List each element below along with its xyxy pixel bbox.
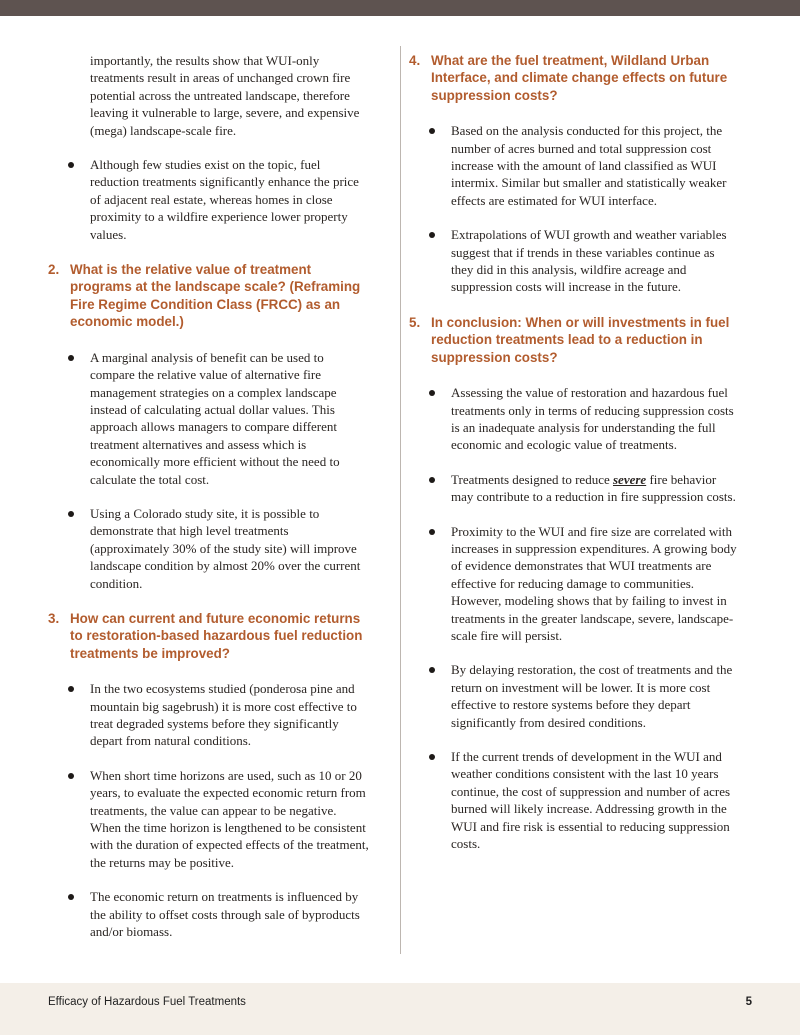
list-item: Although few studies exist on the topic, fuel reduction treatments significantly enhance the price of adjacent real estate, whereas homes in close proximity to a wildfire experience lower property values.: [48, 156, 370, 243]
question-5-heading: 5. In conclusion: When or will investments in fuel reduction treatments lead to a reduction in suppression costs?: [409, 314, 730, 365]
bullet-icon: [429, 390, 435, 396]
list-item: A marginal analysis of benefit can be used to compare the relative value of alternative fire management strategies on a complex landscape instead of calculating actual dollar values. This approach allows managers to compare different treatment alternatives and assess which is economically more efficient without the need to calculate the total cost.: [48, 349, 370, 488]
list-item: Based on the analysis conducted for this project, the number of acres burned and total suppression cost increase with the amount of land classified as WUI intermix. Similar but smaller and statistically weaker effects are estimated for WUI interface.: [409, 122, 739, 209]
bullet-icon: [68, 686, 74, 692]
bullet-icon: [68, 162, 74, 168]
bullet-icon: [429, 667, 435, 673]
footer-title: Efficacy of Hazardous Fuel Treatments: [48, 996, 246, 1008]
left-column: [48, 52, 370, 940]
bullet-icon: [429, 128, 435, 134]
list-item: Using a Colorado study site, it is possible to demonstrate that high level treatments (approximately 30% of the study site) will improve landscape condition by almost 20% over the current condition.: [48, 505, 370, 592]
bullet-icon: [68, 773, 74, 779]
question-4-heading: 4. What are the fuel treatment, Wildland Urban Interface, and climate change effects on future suppression costs?: [409, 53, 728, 103]
bullet-icon: [68, 894, 74, 900]
list-item: Proximity to the WUI and fire size are correlated with increases in suppression expenditures. A growing body of evidence demonstrates that WUI treatments are effective for reducing damage to communities. However, modeling shows that by failing to invest in treatments in the greater landscape, severe, landscape-scale fire will persist.: [409, 523, 739, 645]
list-item: Assessing the value of restoration and hazardous fuel treatments only in terms of reducing suppression costs is an inadequate analysis for understanding the full economic and ecologic value of treatments.: [409, 384, 739, 454]
list-item: If the current trends of development in the WUI and weather conditions consistent with the last 10 years continue, the cost of suppression and number of acres burned will likely increase. Addressing growth in the WUI and fire risk is essential to reducing suppression costs.: [409, 748, 739, 852]
list-item: By delaying restoration, the cost of treatments and the return on investment will be lower. It is more cost effective to restore systems before they depart significantly from desired conditions.: [409, 661, 739, 731]
list-item: In the two ecosystems studied (ponderosa pine and mountain big sagebrush) it is more cost effective to treat degraded systems before they significantly depart from natural conditions.: [48, 680, 370, 750]
list-item: Treatments designed to reduce severe fire behavior may contribute to a reduction in fire suppression costs.: [409, 471, 739, 506]
column-divider: [400, 46, 401, 954]
page-footer: [0, 983, 800, 1035]
bullet-icon: [429, 754, 435, 760]
question-3-heading: 3. How can current and future economic returns to restoration-based hazardous fuel reduction treatments be improved?: [48, 610, 363, 661]
bullet-icon: [68, 511, 74, 517]
intro-paragraph: importantly, the results show that WUI-only treatments result in areas of unchanged crown fire potential across the untreated landscape, therefore leaving it vulnerable to large, severe, and expensive (mega) landscape-scale fire.: [90, 53, 360, 138]
question-2-heading: 2. What is the relative value of treatment programs at the landscape scale? (Reframing Fire Regime Condition Class (FRCC) as an economic model.): [48, 262, 361, 330]
severe-emphasis: severe: [612, 471, 647, 487]
right-column: [409, 52, 739, 852]
page-number: 5: [745, 996, 752, 1008]
bullet-icon: [429, 529, 435, 535]
bullet-icon: [68, 355, 74, 361]
top-bar: [0, 0, 800, 16]
bullet-icon: [429, 232, 435, 238]
list-item: When short time horizons are used, such as 10 or 20 years, to evaluate the expected economic return from treatments, the value can appear to be negative. When the time horizon is lengthened to be consistent with the duration of expected effects of the treatment, the returns may be positive.: [48, 767, 370, 871]
bullet-icon: [429, 477, 435, 483]
list-item: Extrapolations of WUI growth and weather variables suggest that if trends in these variables continue as they did in this analysis, wildfire acreage and suppression costs will increase in the future.: [409, 226, 739, 296]
list-item: The economic return on treatments is influenced by the ability to offset costs through sale of byproducts and/or biomass.: [48, 888, 370, 940]
